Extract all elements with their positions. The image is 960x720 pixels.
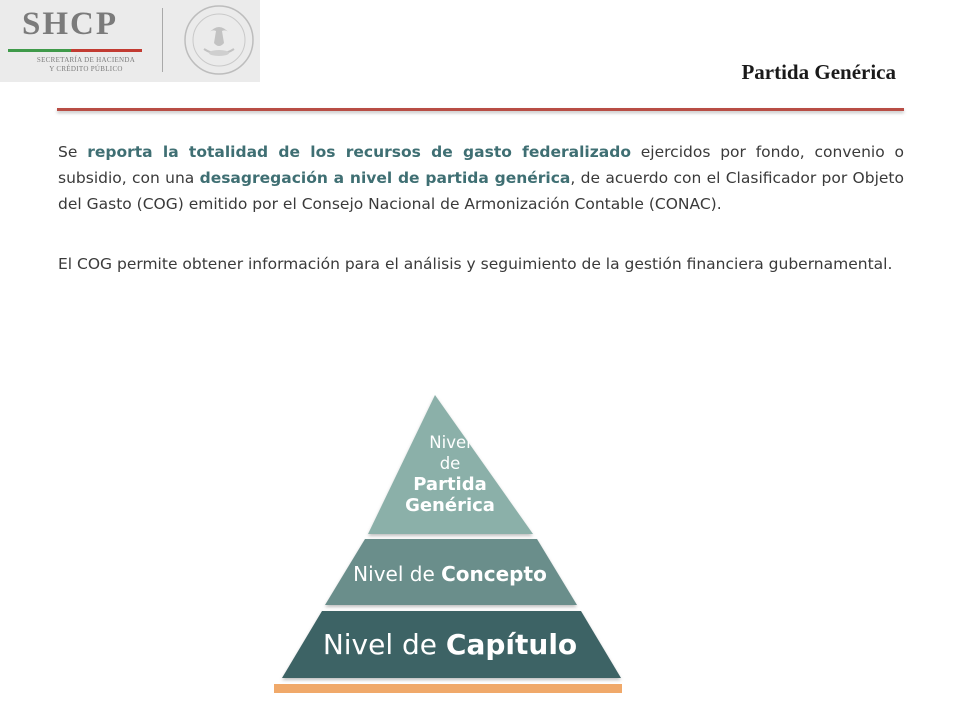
national-seal-icon [182, 3, 256, 77]
pyramid-label-partida [380, 432, 520, 516]
paragraph-cog: El COG permite obtener información para el análisis y seguimiento de la gestión financiera gubernamental. [58, 255, 893, 273]
pyramid-label-prefix: Nivel de [322, 628, 446, 661]
logo-green-bar [8, 49, 71, 52]
paragraph-highlight: desagregación a nivel de partida genérica [199, 169, 571, 187]
pyramid-label-line: Nivel [429, 433, 471, 452]
title-underline [57, 108, 904, 111]
pyramid-base-bar [274, 684, 622, 693]
paragraph-intro [58, 139, 904, 217]
paragraph-segment: ejercidos por fondo, convenio o subsidio, con una [58, 143, 904, 187]
logo-red-bar [71, 49, 142, 52]
shcp-logo-text: SHCP [22, 6, 119, 42]
paragraph-segment: Se [58, 143, 88, 161]
logo-subtitle [26, 56, 146, 74]
page-title: Partida Genérica [741, 60, 896, 84]
pyramid-label-emph: Concepto [441, 562, 547, 586]
pyramid-label-concepto [330, 562, 570, 586]
pyramid-label-emph: Capítulo [445, 628, 578, 661]
logo-divider [162, 8, 163, 72]
pyramid-label-prefix: Nivel de [353, 562, 442, 586]
pyramid-label-line: Partida [413, 474, 487, 495]
header-logo-block [0, 0, 260, 82]
pyramid-label-line: Genérica [405, 495, 495, 516]
logo-subtitle-line2: Y CRÉDITO PÚBLICO [49, 65, 123, 73]
pyramid-label-line: de [439, 454, 461, 473]
paragraph-segment: , de acuerdo con el Clasificador por Objeto del Gasto (COG) emitido por el Consejo Nacional de Armonización Contable (CONAC). [58, 169, 904, 213]
pyramid-label-capitulo [290, 628, 610, 661]
logo-subtitle-line1: SECRETARÍA DE HACIENDA [36, 56, 136, 64]
paragraph-highlight: reporta la totalidad de los recursos de gasto federalizado [87, 143, 631, 161]
